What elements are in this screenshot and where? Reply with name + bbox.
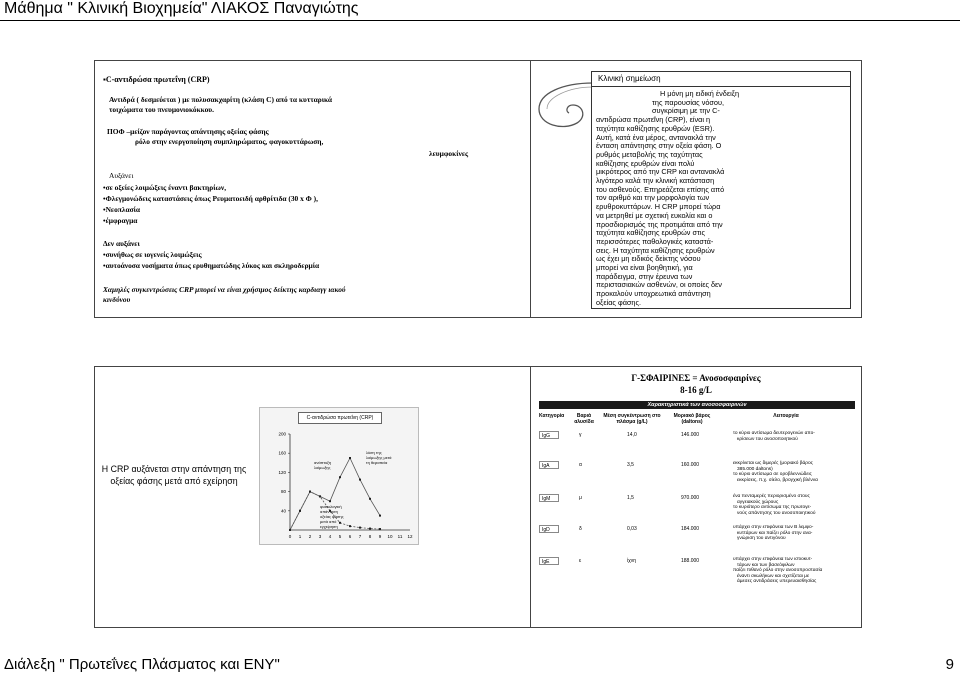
note-line: ρυθμός μεταβολής της ταχύτητας: [596, 149, 703, 159]
x-tick-label: 11: [397, 534, 403, 539]
class-cell: IgM: [539, 494, 559, 502]
function-text: εκκρίνεται ως διμερές (μοριακό βάρος: [733, 461, 813, 466]
data-point: [379, 528, 381, 530]
note-line: Η μόνη μη ειδική ένδειξη: [660, 89, 740, 98]
slide-heading: ▪C-αντιδρώσα πρωτεΐνη (CRP): [103, 75, 210, 84]
class-cell: IgE: [539, 557, 559, 565]
square-bullet-icon: ▪: [103, 75, 106, 84]
function-text: το κύριο αντίσωμα δευτερογενών απο-: [733, 431, 815, 436]
note-line: μπορεί να είναι βοηθητική, για: [596, 263, 693, 272]
table-title: Χαρακτηριστικά των ανοσοσφαιρινών: [539, 401, 855, 409]
table-cell-chain: ε: [579, 558, 582, 564]
x-tick-label: 12: [407, 534, 413, 539]
table-cell-conc: 1,5: [627, 495, 634, 501]
table-cell-mw: 184.000: [681, 526, 700, 532]
table-cell-mw: 160.000: [681, 462, 700, 468]
column-header: Μέση συγκέντρωση στο πλάσμα (g/L): [603, 413, 661, 425]
x-tick-label: 9: [378, 534, 382, 539]
data-point: [369, 528, 371, 530]
function-text: κυττάρων και παίζει ρόλο στην ανα-: [737, 530, 813, 536]
column-header: Λειτουργία: [773, 413, 799, 419]
data-point: [379, 515, 381, 517]
low-crp-line: κινδύνου: [103, 295, 131, 304]
class-cell: IgA: [539, 461, 559, 469]
text-line: ρόλο στην ενεργοποίηση συμπληρώματος, φαγοκυττάρωση,: [135, 137, 324, 146]
slide-clinical-note: [530, 60, 862, 318]
annotation-infection: ανάπτυξη: [314, 460, 332, 465]
text-line: λευμφοκίνες: [429, 149, 469, 158]
table-body: [539, 409, 855, 589]
column-header: Κατηγορία: [539, 413, 565, 419]
annotation-infection: λοίμωξης: [314, 465, 331, 470]
annotation-normal: φυσιολογική: [320, 504, 342, 509]
column-header: Βαριά αλυσίδα: [574, 413, 594, 425]
note-line: λιγότερο καλά την κλινική κατάσταση: [596, 176, 715, 185]
x-tick-label: 5: [338, 534, 342, 539]
function-text: υπάρχει στην επιφάνεια των Β λεμφο-: [733, 525, 814, 530]
data-point: [339, 522, 341, 524]
text-line: ΠΟΦ –μείζον παράγοντας απάντησης οξείας φάσης: [107, 127, 269, 136]
function-text: παίζει πιθανό ρόλο στην ανοσοπροστασία: [733, 568, 823, 574]
note-line: ταχύτητα καθίζησης ερυθρών (ESR).: [596, 123, 715, 133]
note-line: αντιδρώσα πρωτεΐνη (CRP), είναι η: [596, 115, 711, 125]
rises-item: • Νεοπλασία: [103, 205, 140, 215]
note-line: οξείας φάσης.: [596, 297, 642, 307]
table-cell-chain: δ: [579, 526, 582, 532]
note-line: προσδιορισμός της προτιμάται από την: [596, 219, 723, 229]
data-point: [329, 500, 331, 502]
norise-title: Δεν αυξάνει: [103, 239, 140, 248]
function-text: γνώριση του αντιγόνου: [737, 536, 786, 542]
y-tick-label: 40: [280, 508, 286, 514]
data-point: [359, 479, 361, 481]
note-line: του ασθενούς. Επηρεάζεται επίσης από: [596, 184, 725, 194]
slide-crp-text: [94, 60, 532, 318]
data-point: [339, 476, 341, 478]
page-curl-icon: [533, 79, 599, 139]
low-crp-line: Χαμηλές συγκεντρώσεις CRP μπορεί να είναι χρήσιμος δείκτης καρδιαγγ ιακού: [103, 285, 346, 294]
class-cell: IgD: [539, 525, 559, 533]
x-tick-label: 1: [298, 534, 302, 539]
y-tick-label: 120: [278, 469, 286, 475]
x-tick-label: 0: [288, 534, 292, 539]
page-number: 9: [945, 656, 954, 673]
table-cell-mw: 188.000: [681, 558, 700, 564]
norise-item: • συνήθως σε ιογενείς λοιμώξεις: [103, 250, 202, 260]
table-cell-conc: ίχνη: [627, 558, 637, 564]
x-tick-label: 4: [328, 534, 332, 539]
x-tick-label: 2: [308, 534, 312, 539]
annotation-normal: μετά από: [320, 519, 337, 524]
note-line: καθίζησης ερυθρών είναι πολύ: [596, 158, 695, 168]
note-line: ένταση απάντησης στην οξεία φάση. Ο: [596, 141, 722, 151]
note-line: Αυτή, κατά ένα μέρος, αντανακλά την: [596, 132, 716, 142]
note-line: συγκρίσιμη με την C-: [652, 106, 720, 116]
header-divider: [0, 20, 960, 21]
slide-title: Γ-ΣΦΑΙΡΙΝΕΣ = Ανοσοσφαιρίνες: [631, 373, 761, 383]
function-text: τάρων και των βασεόφιλων: [737, 562, 795, 568]
table-cell-mw: 970.000: [681, 495, 700, 501]
rises-item: • σε οξείες λοιμώξεις έναντι βακτηρίων,: [103, 183, 226, 193]
data-point: [349, 457, 351, 459]
note-line: ως έχει μη ειδικός δείκτης νόσου: [596, 254, 701, 264]
table-cell-conc: 3,5: [627, 462, 634, 468]
slide-immunoglobulins: [530, 366, 862, 628]
chart-title: C-αντιδρώσα πρωτεΐνη (CRP): [298, 412, 382, 424]
function-text: νούς απάντησης του ανοσοποιητικού: [737, 510, 816, 516]
data-point: [359, 527, 361, 529]
function-text: ένα πενταμερές περιορισμένο στους: [733, 494, 810, 499]
note-line: σεις. Η ταχύτητα καθίζησης ερυθρών: [596, 245, 715, 255]
note-line: να μετρηθεί με σχετική ευκολία και ο: [596, 210, 713, 220]
data-point: [289, 529, 291, 531]
table-cell-conc: 0,03: [627, 526, 637, 532]
annotation-normal: απάντηση: [320, 509, 338, 514]
function-text: άμεσες αντιδράσεις υπερευαισθησίας: [737, 579, 817, 585]
annotation-treatment: λοίμωξης μετά: [366, 455, 392, 460]
y-tick-label: 80: [280, 489, 286, 495]
class-cell: IgG: [539, 431, 559, 439]
note-line: περιστασιακών ασθενών, οι οποίες δεν: [596, 280, 722, 290]
footer-title: Διάλεξη " Πρωτεΐνες Πλάσματος και ΕΝΥ": [4, 656, 280, 673]
rises-item: • έμφραγμα: [103, 216, 137, 226]
note-line: ταχύτητα καθίζησης ερυθρών στις: [596, 228, 705, 238]
data-point: [299, 510, 301, 512]
x-tick-label: 10: [387, 534, 393, 539]
table-cell-conc: 14,0: [627, 432, 637, 438]
table-cell-chain: μ: [579, 495, 582, 501]
crp-chart: [259, 407, 419, 545]
function-text: υπάρχει στην επιφάνεια των ιστιοκυτ-: [733, 557, 813, 562]
data-point: [309, 491, 311, 493]
data-point: [319, 495, 321, 497]
chart-plot: [260, 408, 418, 544]
note-title: Κλινική σημείωση: [592, 72, 850, 87]
text-line: τοιχώματα του πνευμονιοκόκκου.: [109, 105, 214, 114]
clinical-note-box: [591, 71, 851, 309]
note-line: τον αριθμό και την μορφολογία των: [596, 193, 710, 203]
note-line: μικρότερος από την CRP και αντανακλά: [596, 167, 725, 177]
x-tick-label: 8: [368, 534, 372, 539]
rises-item: • Φλεγμονώδεις καταστάσεις όπως Ρευματοειδή αρθρίτιδα (30 x Φ ),: [103, 194, 318, 204]
column-header: Μοριακό βάρος (daltons): [673, 413, 711, 425]
note-line: προκαλούν υποχρεωτικά απάντηση: [596, 289, 711, 299]
table-cell-chain: γ: [579, 432, 582, 438]
slide-crp-chart: [94, 366, 532, 628]
function-text: εκκρίσεις, π.χ. σίελο, βρογχική βλέννα: [737, 477, 818, 483]
annotation-treatment: τη θεραπεία: [366, 460, 388, 465]
note-line: ερυθροκυττάρων. Η CRP μπορεί τώρα: [596, 202, 721, 212]
y-tick-label: 200: [278, 431, 286, 437]
data-point: [349, 525, 351, 527]
x-tick-label: 6: [348, 534, 352, 539]
slide-subtitle: 8-16 g/L: [680, 385, 712, 395]
immunoglobulin-table: [539, 401, 855, 589]
text-line: Αντιδρά ( δεσμεύεται ) με πολυσακχαρίτη (κλάση C) από τα κυτταρικά: [109, 95, 333, 104]
annotation-treatment: λύση της: [366, 450, 382, 455]
function-text: έναντι σκωλήκων και σχετίζεται με: [737, 573, 810, 579]
annotation-normal: εγχείρηση: [320, 524, 338, 529]
table-cell-mw: 146.000: [681, 432, 700, 438]
function-text: 385.000 daltons): [737, 466, 773, 472]
x-tick-label: 3: [318, 534, 322, 539]
function-text: κρίσεων του ανοσοποιητικού: [737, 436, 798, 442]
annotation-normal: οξείας φάσης: [320, 514, 344, 519]
x-tick-label: 7: [358, 534, 362, 539]
function-text: αγγειακούς χώρους: [737, 499, 779, 505]
table-cell-chain: α: [579, 462, 582, 468]
chart-caption: Η CRP αυξάνεται στην απάντηση της οξείας φάσης μετά από εχείρηση: [101, 464, 247, 486]
note-line: περισσότερες παθολογικές καταστά-: [596, 236, 714, 246]
function-text: το κυριότερο αντίσωμα της πρωτογε-: [733, 505, 812, 511]
data-point: [369, 498, 371, 500]
note-body: [592, 87, 848, 307]
note-line: της παρουσίας νόσου,: [652, 97, 725, 107]
note-line: παράδειγμα, στην έρευνα των: [596, 271, 693, 281]
function-text: το κύριο αντίσωμα σε οροβλεννώδεις: [733, 472, 812, 478]
rises-title: Αυξάνει: [109, 171, 134, 180]
norise-item: • αυτοάνοσα νοσήματα όπως ερυθηματώδης λύκος και σκληροδερμία: [103, 261, 319, 271]
y-tick-label: 160: [278, 450, 286, 456]
page-header-title: Μάθημα " Κλινική Βιοχημεία" ΛΙΑΚΟΣ Παναγιώτης: [4, 0, 359, 17]
